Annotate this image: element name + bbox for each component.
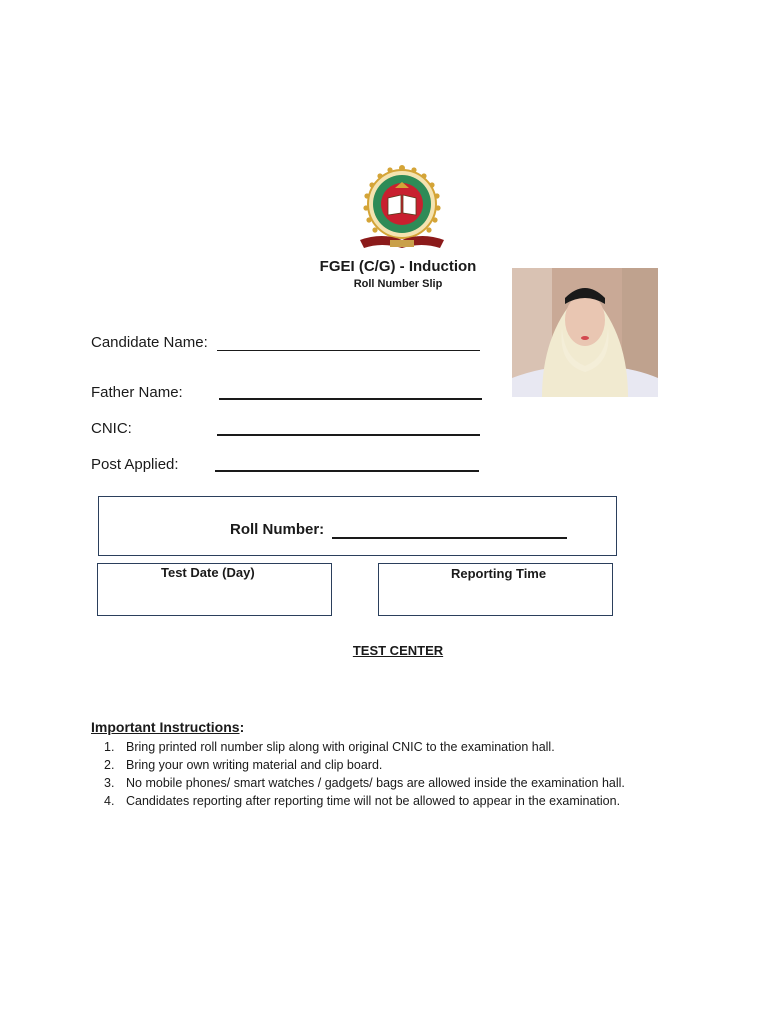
instructions-list [104, 738, 625, 810]
instruction-text: Bring printed roll number slip along with original CNIC to the examination hall. [126, 740, 555, 754]
instruction-item [104, 774, 625, 792]
cnic-line [217, 434, 480, 436]
instruction-text: No mobile phones/ smart watches / gadgets/ bags are allowed inside the examination hall. [126, 776, 625, 790]
instruction-number: 2. [104, 758, 115, 772]
reporting-time-box [378, 563, 613, 616]
roll-number-label: Roll Number: [230, 521, 325, 538]
test-date-box [97, 563, 332, 616]
instruction-text: Candidates reporting after reporting time will not be allowed to appear in the examination. [126, 794, 621, 808]
instruction-number: 4. [104, 794, 115, 808]
instruction-text: Bring your own writing material and clip board. [126, 758, 383, 772]
father-name-label: Father Name: [91, 384, 183, 401]
candidate-photo [512, 268, 658, 397]
post-applied-line [215, 470, 479, 472]
instruction-item [104, 792, 625, 810]
cnic-label: CNIC: [91, 420, 132, 437]
document-title: FGEI (C/G) - Induction [319, 258, 477, 275]
candidate-name-line [217, 350, 480, 351]
test-date-label: Test Date (Day) [161, 565, 255, 580]
instructions-title-colon: : [239, 719, 245, 735]
instruction-item [104, 756, 625, 774]
instruction-number: 3. [104, 776, 115, 790]
candidate-name-label: Candidate Name: [91, 334, 208, 351]
document-subtitle: Roll Number Slip [353, 278, 443, 290]
test-center-label: TEST CENTER [352, 643, 444, 658]
reporting-time-label: Reporting Time [451, 566, 547, 581]
roll-number-box [98, 496, 617, 556]
instructions-title: Important Instructions [91, 719, 240, 735]
roll-number-line [332, 537, 567, 539]
instruction-item [104, 738, 625, 756]
post-applied-label: Post Applied: [91, 456, 179, 473]
fgei-emblem-icon [352, 160, 452, 254]
instruction-number: 1. [104, 740, 115, 754]
test-center-heading [0, 643, 768, 658]
father-name-line [219, 398, 482, 400]
instructions-heading [91, 719, 244, 735]
